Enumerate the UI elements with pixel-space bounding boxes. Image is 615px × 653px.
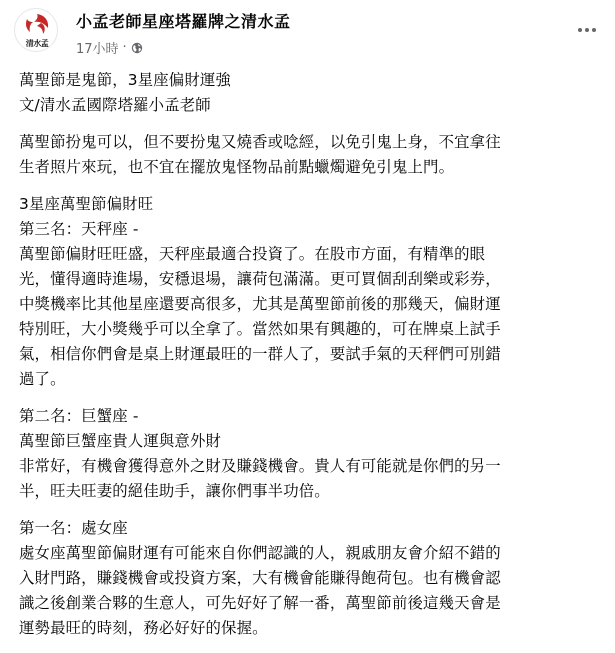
rank2-block [19,404,609,504]
rank3-line: 特別旺，大小獎幾乎可以全拿了。當然如果有興趣的，可在牌桌上試手 [19,320,501,338]
rank3-block [19,192,609,392]
rank1-line: 運勢最旺的時刻，務必好好的保握。 [19,619,268,637]
rank1-title: 第一名：處女座 [19,519,128,537]
post-title: 萬聖節是鬼節，3星座偏財運強 [19,71,231,89]
section-title: 3星座萬聖節偏財旺 [19,195,154,213]
more-options-button[interactable] [572,18,602,42]
page-name[interactable]: 小孟老師星座塔羅牌之清水孟 [76,12,291,31]
post-title-block [19,68,609,118]
rank2-subtitle: 萬聖節巨蟹座貴人運與意外財 [19,432,222,450]
post-body [19,68,609,653]
globe-icon[interactable] [131,42,143,54]
meta-separator: · [122,40,127,55]
rank1-line: 識之後創業合夥的生意人，可先好好了解一番，萬聖節前後這幾天會是 [19,594,501,612]
post-meta [76,38,143,57]
rank2-line: 非常好，有機會獲得意外之財及賺錢機會。貴人有可能就是你們的另一 [19,457,501,475]
avatar-label: 清水孟 [25,38,49,48]
rank2-line: 半，旺夫旺妻的絕佳助手，讓你們事半功倍。 [19,482,330,500]
rank3-line: 光，懂得適時進場，安穩退場，讓荷包滿滿。更可買個刮刮樂或彩券， [19,270,501,288]
post-author: 文/清水孟國際塔羅小孟老師 [19,96,211,114]
intro-line: 萬聖節扮鬼可以，但不要扮鬼又燒香或唸經，以免引鬼上身，不宜拿往 [19,133,501,151]
more-dots-icon [578,28,582,32]
rank3-line: 中獎機率比其他星座還要高很多，尤其是萬聖節前後的那幾天，偏財運 [19,295,501,313]
rank3-line: 過了。 [19,370,66,388]
intro-paragraph [19,130,609,180]
avatar[interactable] [14,8,58,52]
rank2-title: 第二名：巨蟹座 - [19,407,139,425]
post-timestamp[interactable]: 17小時 [76,42,119,57]
rank3-title: 第三名：天秤座 - [19,220,139,238]
post-header [0,0,615,62]
rank3-line: 氣，相信你們會是桌上財運最旺的一群人了，要試手氣的天秤們可別錯 [19,345,501,363]
rank3-line: 萬聖節偏財旺旺盛，天秤座最適合投資了。在股市方面，有精準的眼 [19,245,486,263]
rank1-line: 處女座萬聖節偏財運有可能來自你們認識的人，親戚朋友會介紹不錯的 [19,544,501,562]
intro-line: 生者照片來玩，也不宜在擺放鬼怪物品前點蠟燭避免引鬼上門。 [19,158,455,176]
rank1-line: 入財門路，賺錢機會或投資方案，大有機會能賺得飽荷包。也有機會認 [19,569,501,587]
rank1-block [19,516,609,641]
